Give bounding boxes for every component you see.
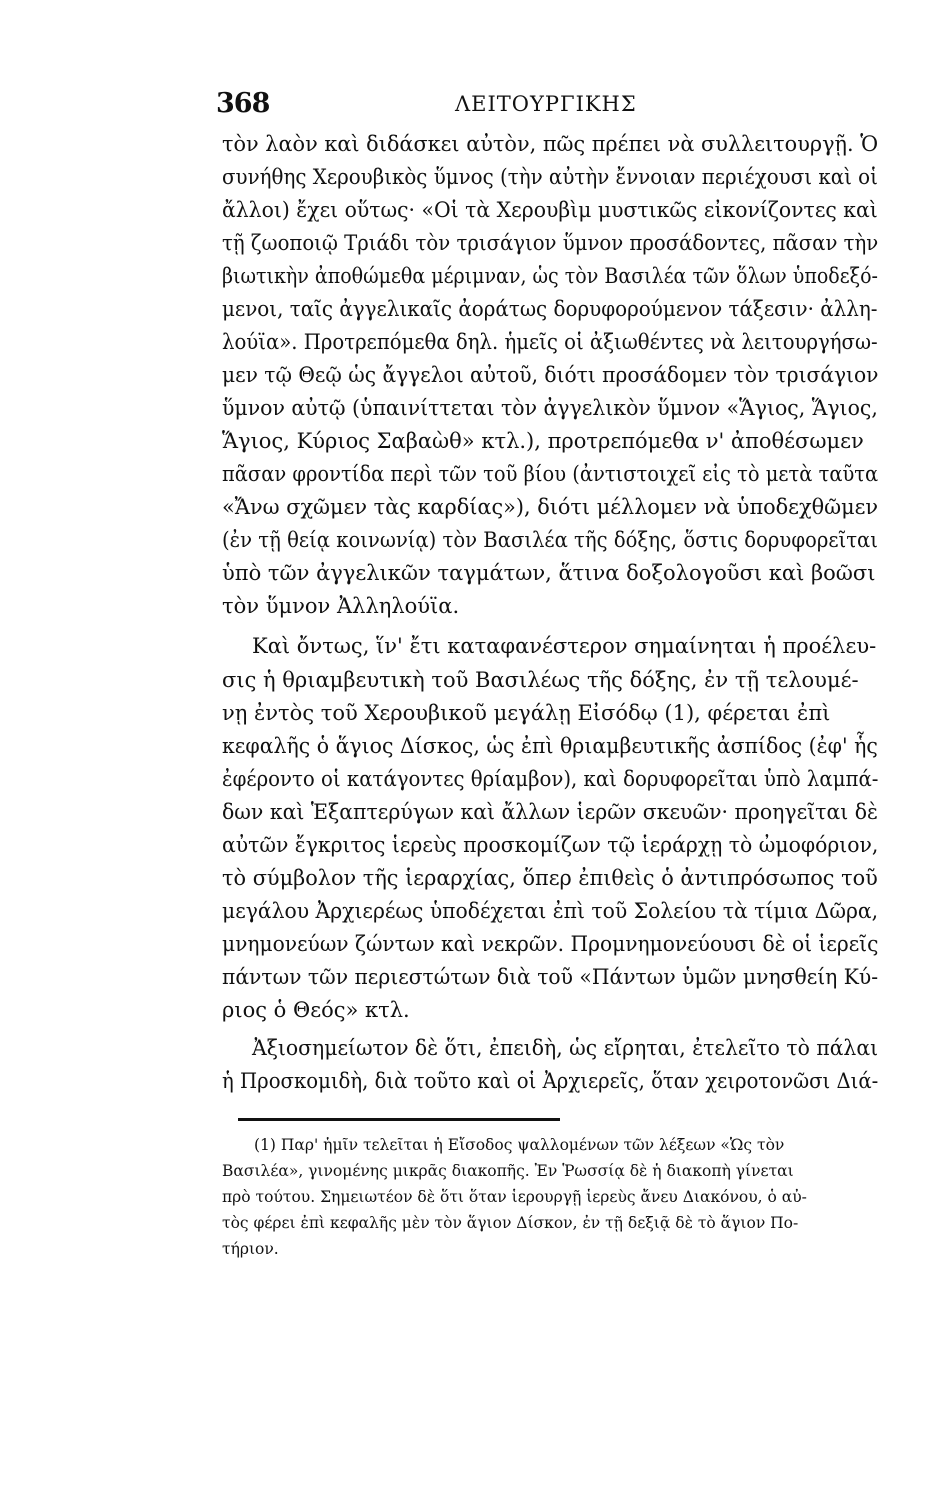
text-line: (ἐν τῇ θείᾳ κοινωνίᾳ) τὸν Βασιλέα τῆς δόξης, ὅστις δορυφορεῖται <box>222 528 878 552</box>
text-line: τὸ σύμβολον τῆς ἱεραρχίας, ὅπερ ἐπιθεὶς ὁ ἀντιπρόσωπος τοῦ <box>222 866 878 890</box>
text-line: τὸν λαὸν καὶ διδάσκει αὐτὸν, πῶς πρέπει νὰ συλλειτουργῇ. Ὁ <box>222 132 879 156</box>
page-number: 368 <box>216 88 270 119</box>
text-line: μενοι, ταῖς ἀγγελικαῖς ἀοράτως δορυφορούμενον τάξεσιν· ἀλλη- <box>222 297 878 321</box>
text-line: αὐτῶν ἔγκριτος ἱερεὺς προσκομίζων τῷ ἱεράρχῃ τὸ ὠμοφόριον, <box>222 833 879 857</box>
text-line: τῇ ζωοποιῷ Τριάδι τὸν τρισάγιον ὕμνον προσάδοντες, πᾶσαν τὴν <box>222 231 879 255</box>
running-title: ΛΕΙΤΟΥΡΓΙΚΗΣ <box>455 92 637 116</box>
text-line: μεγάλου Ἀρχιερέως ὑποδέχεται ἐπὶ τοῦ Σολείου τὰ τίμια Δῶρα, <box>222 899 879 923</box>
text-line: συνήθης Χερουβικὸς ὕμνος (τὴν αὐτὴν ἔννοιαν περιέχουσι καὶ οἱ <box>222 165 878 189</box>
text-line: πάντων τῶν περιεστώτων διὰ τοῦ «Πάντων ὑμῶν μνησθείη Κύ- <box>222 965 879 989</box>
footnote-line: (1) Παρ' ἡμῖν τελεῖται ἡ Εἴσοδος ψαλλομένων τῶν λέξεων «Ὡς τὸν <box>254 1136 785 1154</box>
text-line: ἐφέροντο οἱ κατάγοντες θρίαμβον), καὶ δορυφορεῖται ὑπὸ λαμπά- <box>222 767 879 791</box>
text-line: ὕμνον αὐτῷ (ὑπαινίττεται τὸν ἀγγελικὸν ὕμνον «Ἅγιος, Ἅγιος, <box>222 396 878 420</box>
footnote-line: Βασιλέα», γινομένης μικρᾶς διακοπῆς. Ἐν Ῥωσσίᾳ δὲ ἡ διακοπὴ γίνεται <box>222 1162 794 1180</box>
text-line: ριος ὁ Θεός» κτλ. <box>222 998 410 1022</box>
text-line: ὑπὸ τῶν ἀγγελικῶν ταγμάτων, ἅτινα δοξολογοῦσι καὶ βοῶσι <box>222 561 876 585</box>
text-line: «Ἄνω σχῶμεν τὰς καρδίας»), διότι μέλλομεν νὰ ὑποδεχθῶμεν <box>222 495 879 519</box>
text-line: Ἅγιος, Κύριος Σαβαὼθ» κτλ.), προτρεπόμεθα ν' ἀποθέσωμεν <box>222 429 864 453</box>
text-line: κεφαλῆς ὁ ἅγιος Δίσκος, ὡς ἐπὶ θριαμβευτικῆς ἀσπίδος (ἐφ' ἧς <box>222 734 878 758</box>
footnote-line: τὸς φέρει ἐπὶ κεφαλῆς μὲν τὸν ἅγιον Δίσκον, ἐν τῇ δεξιᾷ δὲ τὸ ἅγιον Πο- <box>222 1214 799 1232</box>
text-line: βιωτικὴν ἀποθώμεθα μέριμναν, ὡς τὸν Βασιλέα τῶν ὅλων ὑποδεξό- <box>222 264 878 288</box>
paragraph-start-line: Καὶ ὄντως, ἵν' ἔτι καταφανέστερον σημαίνηται ἡ προέλευ- <box>252 634 877 658</box>
text-line: σις ἡ θριαμβευτικὴ τοῦ Βασιλέως τῆς δόξης, ἐν τῇ τελουμέ- <box>222 668 859 692</box>
text-line: μνημονεύων ζώντων καὶ νεκρῶν. Προμνημονεύουσι δὲ οἱ ἱερεῖς <box>222 932 879 956</box>
paragraph-start-line: Ἀξιοσημείωτον δὲ ὅτι, ἐπειδὴ, ὡς εἴρηται, ἐτελεῖτο τὸ πάλαι <box>252 1036 879 1060</box>
footnote-separator <box>238 1118 560 1121</box>
text-line: ἄλλοι) ἔχει οὕτως· «Οἱ τὰ Χερουβὶμ μυστικῶς εἰκονίζοντες καὶ <box>222 198 878 222</box>
text-line: νῃ ἐντὸς τοῦ Χερουβικοῦ μεγάλῃ Εἰσόδῳ (1), φέρεται ἐπὶ <box>222 701 831 725</box>
text-line: πᾶσαν φροντίδα περὶ τῶν τοῦ βίου (ἀντιστοιχεῖ εἰς τὸ μετὰ ταῦτα <box>222 462 879 486</box>
text-line: λούϊα». Προτρεπόμεθα δηλ. ἡμεῖς οἱ ἀξιωθέντες νὰ λειτουργήσω- <box>222 330 878 354</box>
text-line: μεν τῷ Θεῷ ὡς ἄγγελοι αὐτοῦ, διότι προσάδομεν τὸν τρισάγιον <box>222 363 879 387</box>
text-line: δων καὶ Ἑξαπτερύγων καὶ ἄλλων ἱερῶν σκευῶν· προηγεῖται δὲ <box>222 800 878 824</box>
footnote-line: πρὸ τούτου. Σημειωτέον δὲ ὅτι ὅταν ἱερουργῇ ἱερεὺς ἄνευ Διακόνου, ὁ αὐ- <box>222 1188 807 1206</box>
text-line: τὸν ὕμνον Ἀλληλούϊα. <box>222 594 460 618</box>
footnote-line: τήριον. <box>222 1240 279 1258</box>
text-line: ἡ Προσκομιδὴ, διὰ τοῦτο καὶ οἱ Ἀρχιερεῖς, ὅταν χειροτονῶσι Διά- <box>222 1069 879 1093</box>
